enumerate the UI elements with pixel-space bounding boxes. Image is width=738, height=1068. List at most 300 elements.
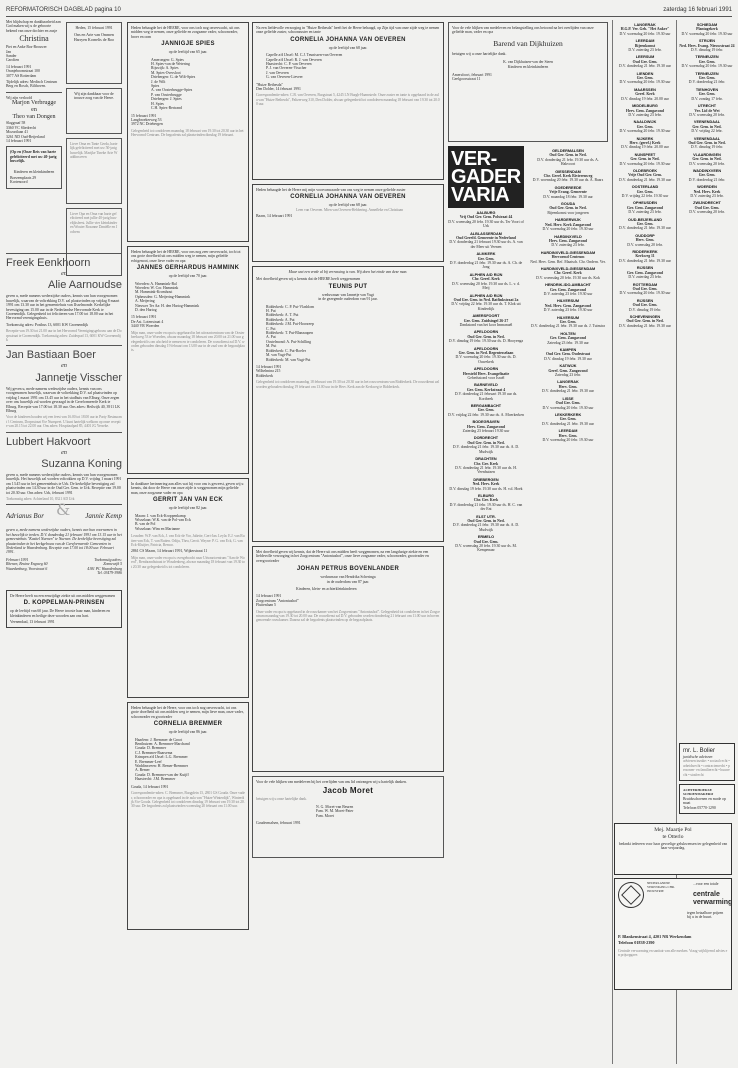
oeveren1-intro: Na een liefdevolle verzorging in "Huize Bethesda" heeft het de Heere behaagd, op Zijn tijd van onze zijde weg te nemen onze geliefde zuster, schoonzuster en tante <box>256 26 440 35</box>
church-denomination: Herv. Gem. <box>558 433 578 438</box>
church-entry <box>615 185 675 198</box>
oeveren2-age: op de leeftijd van 68 jaar. <box>328 203 368 208</box>
church-service: D.V. donderdag 21 februari 19.30 uur ds. Kortbeek <box>454 392 518 401</box>
church-denomination: Oud Ger. Gem. <box>694 205 720 210</box>
church-service: D.V. donderdag 21 febr. 19.30 uur <box>619 258 671 263</box>
church-list-b <box>530 146 606 442</box>
church-denomination: Chr. Ger. Kerk <box>473 498 499 503</box>
church-service: D.V. dinsdag 19 febr. <box>690 145 724 150</box>
church-denomination: Ger. Gem. <box>477 408 495 413</box>
announcement-3-bride: Suzanna Koning <box>41 457 122 470</box>
church-service: D.V. zaterdag 23 febr. 19.30 uur <box>543 291 593 296</box>
death-notice-put: Maar wat een vrede al bij verrassing is van. Wij doen het einde van deze man. Met droefheid geven wij u kennis dat de HEERE heeft weggenomen TEUNIS PUT weduwnaar van Jannetje van Vugt in de gezegende ouderdom van 91 jaar. Ridderkerk: C. P. Put-Vlasblom H. Put Ridderkerk: A. T. Put Ridderkerk: A. Put Ridderkerk: J.M. Put-Hoorzeep C. Put Ridderkerk: T. Put-Blanzaapen A. Put Oostelmond: A. Put-Schilling M. Put Ridderkerk: C. Put-Roeler M. van Vugt-Put Ridderkerk: M. van Vugt-Put 14 februari 1991 Wilhelmina 215 Ridderkerk Gelegenheid tot condoleren maandag 18 februari van 19.30 tot 20.30 uur in het rouwcentrum van Ridderkerk. De rouwdienst zal worden gehouden dinsdag 19 februari om 13.00 uur in de Herv. Kerk aan de Kerkweg te Ridderkerk. <box>252 266 444 542</box>
death-notice-bremmer: Heden behaagde het de Heere, voor ons toch nog onverwacht, tot ons grote droefheid uit ons midden weg te nemen, mijn lieve man, onze vader, schoonvader en grootvader CORNELIA BREMMER op de leeftijd van 86 jaar. Haarlem: J. Bremmer de Groot Benthuizen: A. Bremmer-Marchand Gouda: D. Bremmer C.J. Bremmer-Baarsema Krimpen a/d IJssel: L.G. Bremmer E. Bremmer-Leef Waddinxveen: H. Bemer-Bremmer A. Bemer Gouda: D. Bremmer-van der Kuijff Haastrecht: J.M. Bremmer Gouda, 14 februari 1991 Correspondentie-adres: C. Bremmer, Burgplein 15, 2801 GS Gouda. Onze vader, schoonvader en opa is opgebaard in de aula van "Huize Winterdijk", Winterdijk 8 te Gouda. Gelegenheid tot condoleren dinsdag 19 februari van 19.30 tot 20.30 uur. De begrafenis zal plaatsvinden woensdag 20 februari om 11.00 uur. <box>127 702 249 930</box>
put-place: 14 februari 1991 Wilhelmina 215 Ridderkerk <box>256 364 282 378</box>
spies-intro: Heden behaagde het de HEERE, voor ons toch nog onverwacht, uit ons midden weg te nemen, onze geliefde en zorgzame vader, schoonvader, broer en oom <box>131 26 240 39</box>
church-service: D.V. dinsdag 19 febr. 20.00 uur <box>621 145 669 150</box>
church-place: RIJSSEN <box>636 298 654 303</box>
hammink-age: op de leeftijd van 70 jaar. <box>168 274 208 279</box>
church-denomination: Ger. Gem. Kerkstraat 4 <box>466 387 506 392</box>
thanks-notice-van-dijkhuizen <box>448 22 608 142</box>
church-denomination: Ned. Herv. Gem. Zangavond <box>544 303 592 308</box>
koppelman-detail: op de leeftijd van 60 jaar. De Heere trooste haar man, kinderen en kleinkinderen en heilige deze woorden aan ons hart. <box>10 609 110 618</box>
church-entry <box>530 251 606 264</box>
church-entry <box>615 218 675 231</box>
church-entry <box>679 201 735 214</box>
church-denomination: Oud Ger. Gem. in Ned. <box>549 153 587 158</box>
koppelman-place: Veenendaal, 13 februari 1991 <box>10 620 55 625</box>
church-service: Zaterdag 23 februari 19.30 uur <box>462 429 510 434</box>
church-entry <box>679 120 735 133</box>
church-service: D.V. woensdag 20 febr. 19.30 uur <box>681 64 733 69</box>
moret-name: Jacob Moret <box>322 786 374 796</box>
side-box-4: Lieve Opa en Oma van harte gefeliciteerd met jullie 40-jarig huwelijksfeest. Jullie vier kleinkinderen Wouter Rosanne Daniëlle en Jochem <box>66 208 122 276</box>
death-notice-van-oeveren-1: Na een liefdevolle verzorging in "Huize Bethesda" heeft het de Heere behaagd, op Zijn tijd van onze zijde weg te nemen onze geliefde zuster, schoonzuster en tante CORNELIA JOHANNA VAN OEVEREN op de leeftijd van 68 jaar. Capelle a/d IJssel: M. C.J. Teunissen-van Oeveren Capelle a/d IJssel: R. J. van Oeveren Haastrecht: C. P. van Oeveren P. J. van Oeveren-Visscher J. van Oeveren G. van Oeveren-Lieveer "Huize Bethesda" Den Dolder, 14 februari 1991 Correspondentie-adres: C.B. van Oeveren, Burgstraat 5, 4245 LN Burgh-Haamstede. Onze zuster en tante is opgebaard in de aula van "Huize Bethesda", Paltzerweg 310, Den Dolder, alwaar gelegenheid tot condoleren maandag 18 februari van 19.30 tot 20.00 uur. <box>252 22 444 180</box>
hammink-intro: Heden behaagde het de HEERE, voor ons nog zeer onverwacht, toch tot ons grote droefheid uit ons midden weg te nemen, mijn geliefde echtgenoot, onze lieve vader en opa <box>131 250 241 263</box>
vergader-line-2: GADER <box>451 166 521 188</box>
church-denomination: Ger. Gem. Zangavond <box>627 205 663 210</box>
church-service: D.V. dinsdag 19 febr. 19.30 uur ds. H. v.d. Hoek <box>449 486 523 491</box>
vergader-line-3: VARIA <box>451 184 510 206</box>
anniversary-kids: Kinderen en kleinkinderen <box>13 169 55 174</box>
church-denomination: Ger. Gem. <box>698 76 716 81</box>
church-place: ZWIJNDRECHT <box>693 201 721 206</box>
church-service: D.V. woensdag 20 febr. <box>627 242 663 247</box>
church-place: LIENDEN <box>636 71 654 76</box>
church-service: D.V. woensdag 20 febr. 19.30 uur ds. A. Baars <box>532 178 604 183</box>
masthead-paper: REFORMATORISCH DAGBLAD pagina 10 <box>6 7 121 13</box>
church-service: Gebedsstond voor Israël <box>467 376 505 380</box>
church-place: DRACHTEN <box>475 457 497 462</box>
put-intro: Met droefheid geven wij u kennis dat de HEERE heeft weggenomen <box>256 277 361 282</box>
church-service: D.V. donderdag 21 febr. 19.30 uur ds. A. Hakvoort <box>537 157 599 167</box>
side-box-3: Lieve Oma en Tante Gerda, hartelijk gefeliciteerd met uw 50-jarig huwelijk. Marijke Tineke Arie Waddinxveen <box>66 138 122 204</box>
death-notice-bovenlander: Met droefheid geven wij kennis, dat de Heere uit ons midden heeft weggenomen, na een langdurige ziekte en een liefdevolle verzorging in het Zorgcentrum "Antoniushof", onze lieve zorgzame vader, schoonvader, grootvader en overgrootvader JOHAN PETRUS BOVENLANDER weduwnaar van Hendrika Scheringa in de ouderdom van 87 jaar. Kinderen, klein- en achterkleinkinderen 14 februari 1991 Zorgcentrum "Antoniushof" Fluitenlaan 5 Onze vader en opa is opgebaard in de rouwkamer van het Zorgcentrum "Antoniushof". Gelegenheid tot condoleren in het Zorgcentrum maandag van 19.30 tot 20.00 uur. De rouwdienst zal D.V. gehouden worden donderdag 21 februari om 11.00 uur in bovengenoemde rouwkamer. Daarna zal de begrafenis plaatsvinden op de begraafplaats. <box>252 546 444 772</box>
church-service: D.V. woensdag 20 febr. 19.30 uur ds. L. v. d. Meij <box>452 281 520 291</box>
announcement-3-en: en <box>61 449 67 456</box>
church-denomination: Oud Ger. Gem. <box>555 401 581 406</box>
church-service: D.V. woensdag 20 febr. 19.30 uur ds. Kok <box>536 275 600 280</box>
church-denomination: Ned. Herv. Kerk <box>693 189 721 194</box>
church-denomination: Vrij Oud Ger. Gem. Polstraat 44 <box>459 215 513 220</box>
church-entry <box>530 429 606 442</box>
church-denomination: Oud Ger. Gem. in Ned. <box>467 518 505 523</box>
put-family: Ridderkerk: C. P. Put-Vlasblom H. Put Ridderkerk: A. T. Put Ridderkerk: A. Put Ridderkerk: J.M. Put-Hoorzeep C. Put Ridderkerk: T. Put-Blanzaapen A. Put Oostelmond: A. Put-Schilling M. Put Ridderkerk: C. Put-Roeler M. van Vugt-Put Ridderkerk: M. van Vugt-Put <box>266 304 315 362</box>
pol-title: Mej. Maartje Pol te Otterlo <box>654 827 692 840</box>
church-denomination: Oud Ger. Gem. <box>632 303 658 308</box>
bremmer-intro: Heden behaagde het de Heere, voor ons toch nog onverwacht, tot ons grote droefheid uit ons midden weg te nemen, mijn lieve man, onze vader, schoonvader en grootvader <box>131 706 244 719</box>
church-entry <box>448 535 524 553</box>
church-entry <box>615 72 675 85</box>
church-list-c <box>615 20 675 820</box>
signature-address: Februari 1991 Rhenen, Bruine Engweg 60 Waardenburg, Voorstraat 6 <box>6 557 48 571</box>
church-entry <box>615 283 675 296</box>
church-place: LEERDAM <box>558 429 578 434</box>
announcement-2-en: en <box>61 363 67 370</box>
church-entry <box>448 478 524 491</box>
hammink-name: JANNES GERHARDUS HAMMINK <box>136 265 240 272</box>
church-place: VLAARDINGEN <box>693 152 721 157</box>
church-service: D.V. zaterdag 23 febr. <box>690 194 724 198</box>
put-detail: weduwnaar van Jannetje van Vugt <box>322 292 374 297</box>
anniversary-address: Boezemplaats 29 Kortenoord <box>10 175 37 185</box>
church-place: HILVERSUM <box>556 315 580 320</box>
ad-schoenmakerij <box>679 784 735 814</box>
church-place: ERMELO <box>477 535 495 540</box>
church-denomination: Geref. Kerk <box>635 92 655 97</box>
ad-pol <box>614 823 732 875</box>
church-entry <box>448 232 524 250</box>
church-denomination: Herv. Gem. <box>635 238 655 243</box>
church-service: D.V. woensdag 20 febr. 19.30 uur <box>681 31 733 36</box>
church-entry <box>615 120 675 133</box>
oeveren2-name: CORNELIA JOHANNA VAN OEVEREN <box>290 194 406 201</box>
van-eck-intro: In dankbare herinnering aan alles wat hij voor ons is geweest, geven wij u kennis, dat door de Heere van onze zijde is weggenomen mijn geliefde man, onze zorgzame vader en opa <box>131 482 244 495</box>
bovenlander-family: Kinderen, klein- en achterkleinkinderen <box>296 587 357 592</box>
church-place: SCHEVENINGEN <box>629 314 661 319</box>
church-entry <box>679 185 735 198</box>
church-denomination: Ger. Gem. <box>636 124 654 129</box>
signature-b: Jannie Kemp <box>85 512 122 521</box>
church-place: AALBURG <box>476 211 496 215</box>
church-denomination: Herv. Gem. Zangavond <box>467 424 505 429</box>
bovenlander-age: in de ouderdom van 87 jaar. <box>326 579 370 584</box>
church-entry <box>679 88 735 101</box>
schoen-addr: Telefoon 05770-1290 <box>683 805 716 810</box>
church-place: RIJSSEN <box>636 266 654 271</box>
church-entry <box>615 266 675 279</box>
church-entry <box>530 413 606 426</box>
church-denomination: Herv. Gem. Zangavond <box>626 108 664 113</box>
church-place: GELDERMALSEN <box>552 149 584 153</box>
church-service: D.V. donderdag 21 febr. 19.30 uur ds. A. D. Mudwijk <box>452 523 520 532</box>
church-denomination: Oud Ger. Gem. <box>632 286 658 291</box>
church-entry <box>679 23 735 36</box>
church-denomination: Ger. Gem. <box>636 222 654 227</box>
dijkhuizen-intro: Voor de vele blijken van medeleven en belangstelling ons betoond na het overlijden van onze geliefde man, vader en opa <box>452 26 594 35</box>
church-denomination: Oud Ger. Gem. in Ned. <box>467 440 505 445</box>
church-place: STRIJEN <box>698 39 716 44</box>
side-box-2-text: Wij zijn dankbaar voor de trouwe zorg van de Heere. <box>73 92 115 101</box>
birth-parents: Piet en Anke Bos-Brouwer Jan Sander Carolien <box>6 45 47 63</box>
church-place: LEERSUM <box>635 55 655 60</box>
church-place: ALPHEN A/D RIJN <box>469 293 503 298</box>
church-entry <box>679 72 735 85</box>
vergader-line-1: VER- <box>451 148 497 170</box>
church-entry <box>530 397 606 410</box>
church-service: D.V. woensdag 20 febr. 19.30 uur <box>542 437 594 442</box>
church-entry <box>448 294 524 312</box>
church-place: HENDRIK-IDO-AMBACHT <box>545 283 591 288</box>
church-entry <box>448 420 524 433</box>
engagement-address: Slaggraaf 58 3360 VC Sliedrecht Mozartlaan 41 3261 ND Oud-Beijerland 14 februari 1991 <box>6 121 45 143</box>
church-service: D.V. woensdag 20 febr. <box>689 112 725 117</box>
church-entry <box>448 383 524 401</box>
van-eck-name: GERRIT JAN VAN ECK <box>153 497 223 504</box>
church-service: D.V. donderdag 21 febr. 19.30 uur <box>619 226 671 231</box>
church-denomination: Ger. Gem. Zangavond <box>627 270 663 275</box>
church-place: BODEGRAVEN <box>472 420 500 425</box>
hammink-family: Woerden: A. Hammink-Bal Woerden: W. Cor. Hammink M. Hammink-Kromhout Opheusden: G. Meijering-Hammink A. Meijering Nieuwer Ter Aa: H. den Hartog-Hammink D. den Hartog <box>135 281 200 313</box>
church-denomination: Oud Ger. Gem. in Ned. <box>688 140 726 145</box>
church-place: RIDDERKERK <box>632 250 658 255</box>
death-notice-hammink: Heden behaagde het de HEERE, voor ons nog zeer onverwacht, toch tot ons grote droefheid uit ons midden weg te nemen, mijn geliefde echtgenoot, onze lieve vader en opa JANNES GERHARDUS HAMMINK op de leeftijd van 70 jaar. Woerden: A. Hammink-Bal Woerden: W. Cor. Hammink M. Hammink-Kromhout Opheusden: G. Meijering-Hammink A. Meijering Nieuwer Ter Aa: H. den Hartog-Hammink D. den Hartog 15 februari 1991 De Ast. Lotenstraat 4 3440 VR Woerden Mijn man, onze vader en opa is opgebaard in het uitvaartcentrum van de Oosterbeekweg 53 te Woerden, alwaar maandag 18 februari van 20.00 tot 21.00 uur gelegenheid is om afscheid te nemen en te condoleren. De rouwdienst zal D.V. worden gehouden dinsdag 19 februari om 13.00 uur in de zaal van de begraafplaats. <box>127 246 249 474</box>
church-service: D.V. zaterdag 23 febr. <box>628 48 662 53</box>
church-denomination: Bijeenkomst <box>634 43 656 48</box>
church-service: D.V. donderdag 21 febr. <box>688 177 726 182</box>
church-denomination: Ger. Gem. <box>698 92 716 97</box>
church-place: VEENENDAAL <box>693 136 721 141</box>
dijkhuizen-text: betuigen wij u onze hartelijke dank. <box>452 51 507 56</box>
birth-address-note: Tijdelijk adres: Medisch Centrum Berg en Bosch, Bilthoven. <box>6 80 58 89</box>
church-place: OLDEBROEK <box>632 168 658 173</box>
church-entry <box>530 299 606 312</box>
church-entry <box>679 55 735 68</box>
church-place: MAARSSEN <box>634 87 656 92</box>
van-eck-age: op de leeftijd van 82 jaar. <box>168 506 208 511</box>
church-place: LEERDAM <box>635 39 655 44</box>
church-denomination: Oud Gerefd. Gemeente in Nederland <box>456 236 516 241</box>
church-service: D.V. donderdag 21 febr. 19.30 uur <box>542 421 594 426</box>
church-denomination: Plantagekerk <box>696 27 718 32</box>
church-place: ALPHEN A/D RIJN <box>469 272 503 277</box>
church-denomination: Chr. Geref. Kerk Rivierenweg <box>543 174 593 179</box>
church-place: GOUDA <box>560 202 576 207</box>
church-entry <box>448 347 524 365</box>
church-entry <box>448 457 524 475</box>
church-place: GIESSENDAM <box>555 169 581 174</box>
signature-a: Adrianus Bor <box>6 512 44 521</box>
anniversary-text: (Op en (Onze Reis van harte gefeliciteerd met uw 40-jarig huwelijk. <box>10 150 57 164</box>
birth-name: Christina <box>19 34 49 44</box>
church-place: KATWIJK <box>559 364 577 369</box>
church-service: D.V. zaterdag 23 febr. 19.30 uur <box>543 308 593 313</box>
church-entry <box>615 201 675 214</box>
church-entry <box>530 348 606 361</box>
ad-verwarming: NEDERLANDSE VERENIGING CHR. INDUSTRIE ...voor een totale centrale verwarming tegen betaalbare prijzen bij u in de buurt. P. Blankenstraat 4, 4201 NR Werkendam Telefoon 01838-2390 Centrale verwarming en sanitair van alle merken. Vraag vrijblijvend advies en prijsopgave. <box>614 878 732 990</box>
death-notice-koppelman <box>6 590 122 629</box>
church-place: GOEDEREEDE <box>554 185 582 190</box>
church-entry <box>615 250 675 263</box>
church-denomination: Ger. Gem. in Ned. <box>692 124 722 129</box>
oeveren1-name: CORNELIA JOHANNA VAN OEVEREN <box>290 36 406 43</box>
put-age: in de gezegende ouderdom van 91 jaar. <box>318 297 378 302</box>
church-service: D.V. donderdag 21 febr. 19.30 uur ds. A. Ch. de Jong <box>449 261 523 270</box>
column-3 <box>252 20 444 1064</box>
church-place: TIENHOVEN <box>695 87 719 92</box>
church-place: WADDINXVEEN <box>692 168 722 173</box>
church-list-a <box>448 211 524 553</box>
church-entry <box>679 153 735 166</box>
church-place: KAMPEN <box>559 348 577 353</box>
church-service: D.V. vrijdag 22 febr. 19.30 uur ds. T. Klok uit Kinderdijk <box>451 302 521 311</box>
death-notice-spies: Heden behaagde het de HEERE, voor ons toch nog onverwacht, uit ons midden weg te nemen, onze geliefde en zorgzame vader, schoonvader, broer en oom JANNIGJE SPIES op de leeftijd van 65 jaar. Amerongen: G. Spies H. Spies-van de Wetering Rijswijk: A. Spies M. Spies-Oversloot Driebergen: G. de Wilt-Spies J. de Wilt Spies A. van Oosterbrugge-Spies P. van Oosterbrugge Driebergen: J. Spies H. Spies C.H. Spies-Bertrand 15 februari 1991 Langbroekerweg 53 3972 NC Driebergen Gelegenheid tot condoleren maandag 18 februari van 19.30 tot 20.30 uur in het Hervormd Centrum. De begrafenis zal plaatsvinden dinsdag 19 februari. <box>127 22 249 242</box>
church-place: APELDOORN <box>473 346 499 351</box>
church-entry <box>448 330 524 343</box>
bovenlander-intro: Met droefheid geven wij kennis, dat de Heere uit ons midden heeft weggenomen, na een langdurige ziekte en een liefdevolle verzorging in het Zorgcentrum "Antoniushof", onze lieve zorgzame vader, schoonvader, grootvader en overgrootvader <box>256 550 429 563</box>
church-denomination: Oud Ger. Gem. in Ned. <box>549 206 587 211</box>
church-place: BERGAMBACHT <box>470 404 502 409</box>
church-service: D.V. dinsdag 19 febr. <box>628 307 662 312</box>
church-denomination: Ger. Gem. <box>477 256 495 261</box>
side-box-2 <box>66 88 122 134</box>
hammink-place: 15 februari 1991 De Ast. Lotenstraat 4 3440 VR Woerden <box>131 315 164 329</box>
side-notices <box>66 20 122 280</box>
church-entry <box>615 234 675 247</box>
church-entry <box>615 299 675 312</box>
church-place: OOSTERLAND <box>631 185 659 190</box>
column-1: Met blijdschap en dankbaarheid aan God maken wij u de geboorte bekend van onze dochter en zusje Christina Piet en Anke Bos-Brouwer Jan Sander Carolien 14 februari 1991 Oranjeboomstraat 100 3077 AS Rotterdam Tijdelijk adres: Medisch Centrum Berg en Bosch, Bilthoven. Wij zijn verloofd Marjon Verbrugge en Theo van Dongen Slaggraaf 58 3360 VC Sliedrecht Mozartlaan 41 3261 ND Oud-Beijerland 14 februari 1991 (Op en (Onze Reis van harte gefeliciteerd met uw 40-jarig huwelijk. Kinderen en kleinkinderen Boezemplaats 29 Kortenoord Heden, 15 februari 1991 Ons en Arie van Ommen Harryen Kornelis de Roo Wij zijn dankbaar voor de trouwe zorg van de Heere. Lieve Oma en Tante Gerda, hartelijk gefeliciteerd met uw 50-jarig huwelijk. Marijke Tineke Arie Waddinxveen Lieve Opa en Oma van harte gefeliciteerd met jullie 40-jarig huwelijksfeest. Jullie vier kleinkinderen Wouter Rosanne Daniëlle en Jochem Freek Eenkhoorn en Alie Aarnoudse geven u, mede namens wederzijdse ouders, kennis van hun voorgenomen huwelijk, waarvan de voltrekking D.V. zal plaatsvinden op vrijdag 8 maart 1991 om 13.30 uur in het gemeentehuis van IJsselmonde. Kerkelijke bevestiging om 15.00 uur in de Nederlandse Hervormde Kerk te Groenendijk. Gelegenheid tot feliciteren van 17.00 tot 18.00 uur in het Hervormd verenigingshuis. Toekomstig adres: Postbus 13, 6001 KW Groenendijk Receptie van 19.30 tot 21.00 uur in het Hervormd Verenigingsgebouw aan de Dorpsstraat te Groenendijk. Toekomstig adres: Zuiderpad 13, 6001 KW Groenendijk Jan Bastiaan Boer en Jannetje Visscher Wij geven u, mede namens wederzijdse ouders, kennis van ons voorgenomen huwelijk, waarvan de voltrekking D.V. zal plaatsvinden op vrijdag 1 maart 1991 om 13.45 uur in het stadhuis van Elburg. Onze zegen over ons huwelijk zal worden gevraagd in de Gereformeerde Kerk te Elburg. Receptie van 17.00 tot 18.30 uur. Ons adres: Heilwijk 40, 3911 LK Elburg Voor de kinderen houden wij een feest van 16.00 tot 18.00 uur in Party Restaurant 't Centrum, Dorpsstraat 8 te Nunspeet. U kunt hartelijk welkom op onze receptie van 20.15 tot 22.00 uur. Ons adres: Hospitaalpad 85, 4401 JG Yerseke. Lubbert Hakvoort en Suzanna Koning geven u, mede namens wederzijdse ouders, kennis van hun voorgenomen huwelijk. Het huwelijk zal worden voltrokken op D.V. vrijdag 1 maart 1991 om 13.45 uur in het gemeentehuis te Urk. De kerkelijke bevestiging zal plaatsvinden om 14.30 uur in de Oud Ger. Gem. te Urk. Receptie van 19.00 tot 20.30 uur. Ons adres: Urk, februari 1991 Toekomstig adres: Achterland 10, 8321 AD Urk Adrianus Bor & Jannie Kemp geven u, mede namens wederzijdse ouders, kennis van hun voornemen in het huwelijk te treden. D.V. donderdag 21 februari 1991 om 13.15 uur in het gemeentehuis "Kastiel Nuenen" te Nuenen. De kerkelijke bevestiging zal plaatsvinden in het kerkgebouw van de Gereformeerde Gemeenten in Nederland te Waardenburg. Receptie van 17.00 tot 18.00 uur. Februari 1991. Februari 1991 Rhenen, Bruine Engweg 60 Waardenburg, Voorstraat 6 Toekomstig adres: Zonnewijk 5 4181 PC Waardenburg Tel. 03479-3986 De Heere heeft na een eenzijdige ziekte uit ons midden weggenomen D. KOPPELMAN-PRINSEN op de leeftijd van 60 jaar. De Heere trooste haar man, kinderen en kleinkinderen en heilige deze woorden aan ons hart. Veenendaal, 13 februari 1991 <box>6 20 122 1064</box>
moret-intro: Voor de vele blijken van medeleven bij het overlijden van ons lid ontvangen wij u hartelijk danken. <box>256 780 407 784</box>
church-service: D.V. woensdag 20 febr. <box>689 161 725 166</box>
church-denomination: Oud Ger. Gem. <box>473 539 499 544</box>
church-service: D.V. vrijdag 22 febr. <box>691 129 723 134</box>
oeveren2-place: Baarn, 14 februari 1991 <box>256 214 293 219</box>
church-denomination: Ned. Herv. Kerk Zangavond <box>544 222 592 227</box>
birth-intro: Met blijdschap en dankbaarheid aan God maken wij u de geboorte bekend van onze dochter en zusje <box>6 20 61 33</box>
birth-date: 14 februari 1991 Oranjeboomstraat 100 3077 AS Rotterdam <box>6 64 40 78</box>
church-place: UTRECHT <box>697 104 717 109</box>
church-denomination: Ger. Gem. <box>698 173 716 178</box>
church-entry <box>615 153 675 166</box>
church-service: D.V. woensdag 20 febr. <box>689 210 725 215</box>
church-place: APELDOORN <box>473 330 499 335</box>
church-entry <box>530 364 606 377</box>
announcement-1-groom: Freek Eenkhoorn <box>6 257 91 269</box>
church-entry <box>448 314 524 327</box>
church-place: LISSE <box>562 396 574 401</box>
church-place: ELST UTR. <box>476 514 496 519</box>
church-service: D.V. donderdag 21 febr. <box>688 80 726 85</box>
church-denomination: Oud Ger. Gem. in Ned. Batfinkstraat 2a <box>453 297 519 302</box>
church-service: D.V. woensdag 20 febr. 19.30 uur ds. Ter Voort of Urk <box>448 219 524 229</box>
bremmer-place: Gouda, 14 februari 1991 <box>131 784 169 789</box>
church-denomination: H.G.P. Ver. Geb. "Het Anker" <box>620 27 670 32</box>
church-entry <box>530 202 606 215</box>
church-denomination: Chr. Geref. Kerk <box>554 271 582 276</box>
church-entry <box>530 218 606 231</box>
church-service: D.V. woensdag 20 febr. 19.30 uur <box>619 291 671 296</box>
church-denomination: Herv. (geref.) Kerk <box>629 140 661 145</box>
church-entry <box>530 332 606 345</box>
ad-bolier: mr. L. Bolier juridische adviezen adviezen inzake: • sociaal recht • arbeidsrecht • contractenrecht • personen- en familierecht • huurrecht • strafrecht <box>679 743 735 781</box>
put-quote: Maar wat een vrede al bij verrassing is van. Wij doen het einde van deze man. <box>288 270 408 274</box>
church-entry <box>615 137 675 150</box>
church-denomination: Oud Ger. Gem. in Ned. <box>467 334 505 339</box>
verwarming-phone: Telefoon 01838-2390 <box>618 940 655 945</box>
church-service: D.V. zondag 17 febr. <box>691 96 723 101</box>
vergader-varia-header <box>448 146 524 208</box>
church-place: NUNSPEET <box>634 152 656 157</box>
church-place: APELDOORN <box>473 367 499 372</box>
column-2 <box>127 20 249 1064</box>
church-service: D.V. woensdag 20 febr. 19.30 uur <box>619 31 671 36</box>
schoen-text: Bruidsschoenen en mode op maat <box>683 796 726 806</box>
church-place: HARDINXVELD <box>554 234 582 239</box>
church-place: HARDINXVELD-GIESSENDAM <box>540 266 596 271</box>
church-entry <box>448 273 524 291</box>
church-service: D.V. vrijdag 22 febr. 19.30 uur <box>621 194 669 198</box>
church-denomination: Chr. Geref. Kerk <box>472 277 500 282</box>
bolier-text: juridische adviezen <box>683 755 713 759</box>
church-entry <box>448 211 524 229</box>
church-entry <box>530 283 606 296</box>
engagement-couple: Marjon Verbrugge en Theo van Dongen <box>11 100 57 121</box>
bolier-name: mr. L. Bolier <box>683 748 716 754</box>
church-service: D.V. zaterdag 23 febr. <box>628 210 662 215</box>
church-place: HILVERSUM <box>556 299 580 304</box>
church-entry <box>530 267 606 280</box>
church-denomination: Chr. Ger. Kerk <box>473 461 499 466</box>
church-list-d <box>679 20 735 740</box>
association-name: NEDERLANDSE VERENIGING CHR. INDUSTRIE <box>647 881 675 893</box>
birth-notice <box>6 20 62 193</box>
church-service: D.V. woensdag 20 febr. 19.30 uur <box>619 80 671 85</box>
church-place: VEENENDAAL <box>693 120 721 125</box>
church-entry <box>615 169 675 182</box>
church-denomination: Oud Ger. Gem. <box>632 59 658 64</box>
church-service: Zaterdag 23 febr. 19.30 uur <box>547 340 589 345</box>
koppelman-name: D. KOPPELMAN-PRINSEN <box>23 600 105 607</box>
vergader-col-a <box>448 146 524 553</box>
church-place: HARDERWIJK <box>555 218 581 223</box>
bottom-ads <box>614 820 732 993</box>
church-entry <box>530 380 606 393</box>
announcement-1-address: Toekomstig adres: Postbus 13, 6001 KW Groenendijk <box>6 322 89 327</box>
church-place: OUDDORP <box>635 233 655 238</box>
church-denomination: Ger. Gem. <box>636 189 654 194</box>
church-entry <box>615 315 675 328</box>
announcement-2-groom: Jan Bastiaan Boer <box>6 349 96 362</box>
church-denomination: Ger. Gem. <box>636 76 654 81</box>
church-place: OPHEUSDEN <box>632 201 658 206</box>
church-denomination: Ger. Gem. Zangavond <box>550 287 586 292</box>
engagement-intro: Wij zijn verloofd <box>6 95 32 100</box>
church-service: D.V. woensdag 20 febr. 19.30 uur <box>542 405 594 410</box>
church-service: D.V. donderdag 21 febr. 19.30 uur <box>619 323 671 328</box>
bovenlander-detail: weduwnaar van Hendrika Scheringa <box>320 575 376 580</box>
bovenlander-name: JOHAN PETRUS BOVENLANDER <box>296 566 400 573</box>
schoen-title: ACHTERHOEKSE SCHOENMAKERIJ <box>683 788 714 797</box>
church-denomination: Vrije Oud Ger. Gem. <box>628 173 662 178</box>
van-eck-place: 2861 CS Maarn, 14 februari 1991, Wijkerstraat 11 <box>131 549 208 554</box>
church-place: SCHIEDAM <box>696 23 718 27</box>
church-service: D.V. donderdag 21 febr. 19.30 uur ds. A. D. Mudwijk <box>452 445 520 454</box>
koppelman-intro: De Heere heeft na een eenzijdige ziekte uit ons midden weggenomen <box>10 593 116 598</box>
dijkhuizen-name: Barend van Dijkhuizen <box>493 38 563 48</box>
church-entry <box>530 170 606 183</box>
church-denomination: Ger. Gem. <box>698 59 716 64</box>
masthead <box>6 6 732 17</box>
anniversary-box <box>6 146 62 188</box>
side-box-1-title: Heden, 15 februari 1991 <box>75 26 113 30</box>
church-entry <box>448 252 524 270</box>
masthead-date: zaterdag 16 februari 1991 <box>663 7 732 13</box>
bremmer-age: op de leeftijd van 86 jaar. <box>168 730 208 735</box>
church-service: D.V. dinsdag 19 febr. 20.00 uur <box>621 96 669 101</box>
church-denomination: Ger. Gem. in Ned. Regentesselaan <box>458 350 514 355</box>
church-denomination: Ger. Gem. in Ned. <box>630 157 660 162</box>
church-place: ROTTERDAM <box>632 282 658 287</box>
moret-family: N. G. Moret-van Beuren Fam. W. M. Moret-Pater Fam. Moret <box>316 804 354 818</box>
signature-future-address: Toekomstig adres: Zonnewijk 5 4181 PC Waardenburg Tel. 03479-3986 <box>87 557 122 576</box>
church-denomination: Ned. Herv. Evang. Nieuwstraat 24 <box>679 43 735 48</box>
church-entry <box>679 104 735 117</box>
church-place: DORDRECHT <box>473 436 499 441</box>
column-4 <box>448 20 608 1064</box>
put-name: TEUNIS PUT <box>328 283 368 290</box>
death-notice-van-eck: In dankbare herinnering aan alles wat hij voor ons is geweest, geven wij u kennis, dat door de Heere van onze zijde is weggenomen mijn geliefde man, onze zorgzame vader en opa GERRIT JAN VAN ECK op de leeftijd van 82 jaar. Maarn: J. van Eck-Kroppenkamp Wisselaan: W.K. van de Pol-van Eck B. van de Pol Wisselaan: Wim en Marianne Leusden: W.F. van Eck, J. van Eck-de Vor, Juliette, Gert-Jan. Leyla: E.J. van Ruiten-van Eck, T. van Ruiten. Odiju, Thea, Gerrit. Wayne: P. G. van Eck, G. van Eck-Kluijter, Patricia, Remco. 2861 CS Maarn, 14 februari 1991, Wijkerstraat 11 Mijn man, onze vader en opa is overgebracht naar Uitvaartcentrum "Aan de Woerd", Rembrandtstraat te Woudenberg, alwaar maandag 18 februari van 19.30 tot 20.30 uur gelegenheid is tot condoleren. <box>127 478 249 698</box>
